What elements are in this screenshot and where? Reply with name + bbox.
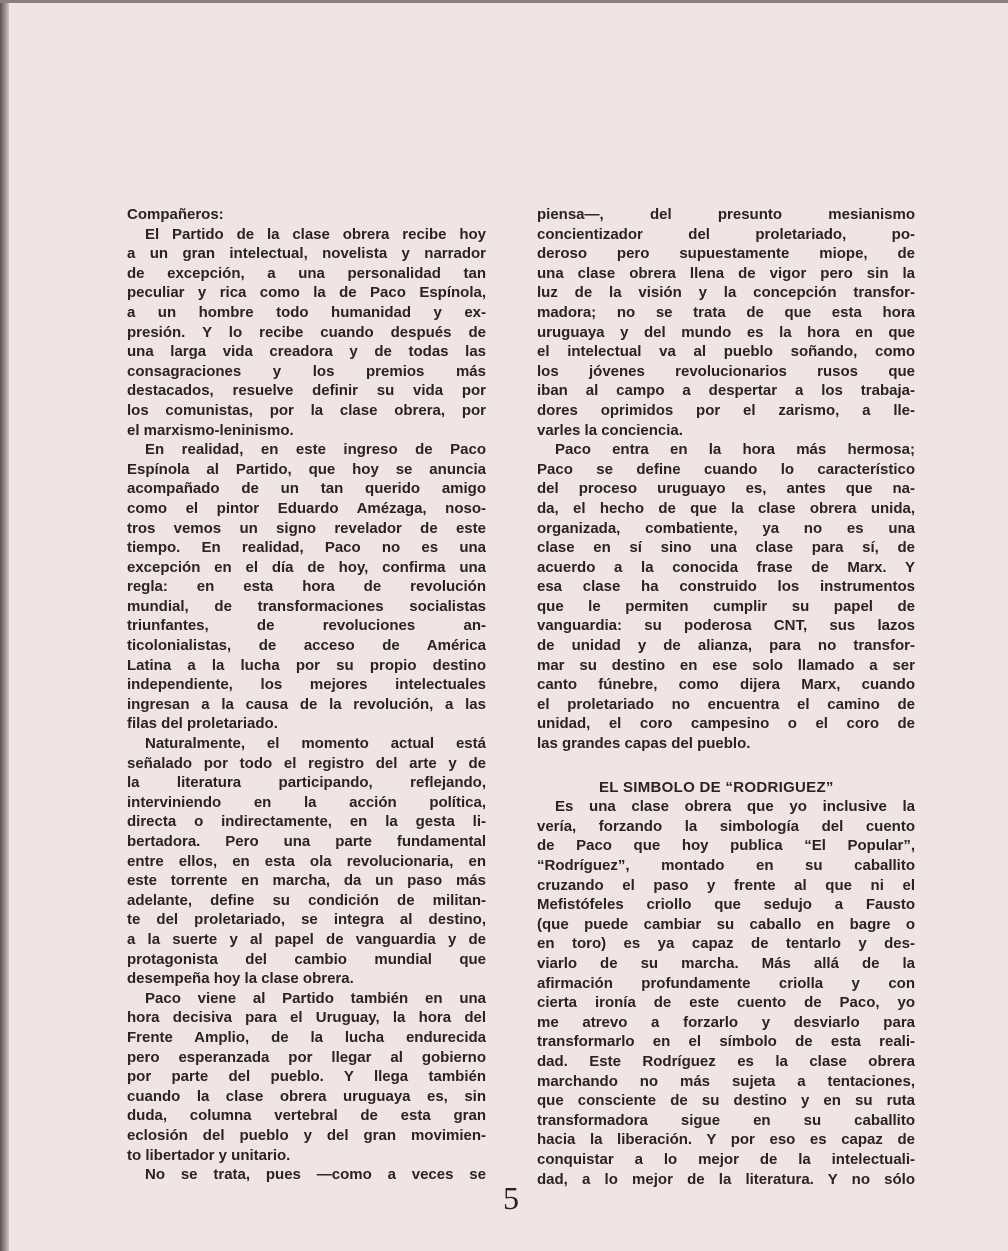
text-line: ticolonialistas, de acceso de América <box>127 637 486 655</box>
text-line: madora; no se trata de que esta hora <box>537 303 915 321</box>
text-line: mundial, de transformaciones socialistas <box>127 597 486 615</box>
page-number: 5 <box>503 1180 519 1216</box>
text-line: el marxismo-leninismo. <box>127 421 294 439</box>
text-line: iban al campo a despertar a los trabaja- <box>537 382 915 400</box>
text-line: dad. Este Rodríguez es la clase obrera <box>537 1052 915 1070</box>
text-line: protagonista del cambio mundial que <box>127 950 486 968</box>
text-line: deroso pero supuestamente miope, de <box>537 245 915 263</box>
text-line: Paco viene al Partido también en una <box>145 989 486 1007</box>
text-line: tiempo. En realidad, Paco no es una <box>127 539 486 557</box>
text-line: interviniendo en la acción política, <box>127 793 486 811</box>
text-line: hora decisiva para el Uruguay, la hora del <box>127 1009 486 1027</box>
text-line: afirmación profundamente criolla y con <box>537 974 915 992</box>
text-line: El Partido de la clase obrera recibe hoy <box>145 225 486 243</box>
text-line: No se trata, pues —como a veces se <box>145 1166 486 1184</box>
text-line: piensa—, del presunto mesianismo <box>537 206 915 223</box>
paragraph <box>537 797 915 1189</box>
text-line: tros vemos un signo revelador de este <box>127 519 486 537</box>
paragraph <box>537 440 915 754</box>
text-line: Naturalmente, el momento actual está <box>145 735 486 753</box>
text-line: una clase obrera llena de vigor pero sin la <box>537 264 915 282</box>
text-line: concientizador del proletariado, po- <box>537 225 915 243</box>
text-line: el proletariado no encuentra el camino de <box>537 695 915 713</box>
text-line: “Rodríguez”, montado en su caballito <box>537 857 915 874</box>
text-line: ingresan a la causa de la revolución, a las <box>127 695 486 713</box>
text-line: independiente, los mejores intelectuales <box>127 676 486 694</box>
text-line: este torrente en marcha, da un paso más <box>127 872 486 890</box>
text-line: mar su destino en ese solo llamado a ser <box>537 656 915 674</box>
text-line: varles la conciencia. <box>537 421 683 439</box>
text-line: Es una clase obrera que yo inclusive la <box>555 798 915 816</box>
text-line: consagraciones y los premios más <box>127 362 486 380</box>
text-line: del proceso uruguayo es, antes que na- <box>537 480 915 498</box>
text-line: de Paco que hoy publica “El Popular”, <box>537 837 915 855</box>
text-line: a un gran intelectual, novelista y narrador <box>127 245 486 263</box>
text-line: destacados, resuelve definir su vida por <box>127 382 486 400</box>
right-column <box>537 205 915 1189</box>
text-line: dad, a lo mejor de la literatura. Y no sólo <box>537 1170 915 1188</box>
text-line: esa clase ha construido los instrumentos <box>537 578 915 596</box>
text-line: los jóvenes revolucionarios rusos que <box>537 362 915 380</box>
text-line: Paco entra en la hora más hermosa; <box>555 441 915 459</box>
text-line: uruguaya y del mundo es la hora en que <box>537 323 915 341</box>
text-line: Paco se define cuando lo característico <box>537 460 915 478</box>
text-line: duda, columna vertebral de esta gran <box>127 1107 486 1125</box>
paragraph <box>127 734 486 989</box>
left-column <box>127 205 486 1185</box>
text-line: Mefistófeles criollo que sedujo a Fausto <box>537 896 915 914</box>
paragraph <box>127 225 486 441</box>
text-line: hacia la liberación. Y por eso es capaz de <box>537 1131 915 1149</box>
text-line: acuerdo a la conocida frase de Marx. Y <box>537 558 915 576</box>
text-line: señalado por todo el registro del arte y de <box>127 754 486 772</box>
text-line: las grandes capas del pueblo. <box>537 735 751 753</box>
text-line: los comunistas, por la clase obrera, por <box>127 401 486 419</box>
text-line: en toro) es ya capaz de tentarlo y des- <box>537 935 915 953</box>
right-column-body <box>537 205 915 754</box>
text-line: triunfantes, de revoluciones an- <box>127 617 486 635</box>
paragraph <box>127 440 486 734</box>
text-line: dores oprimidos por el zarismo, a lle- <box>537 401 915 419</box>
text-line: transformarlo en el símbolo de esta reali- <box>537 1033 915 1051</box>
text-line: acompañado de un tan querido amigo <box>127 480 486 498</box>
text-line: Latina a la lucha por su propio destino <box>127 656 486 674</box>
text-line: directa o indirectamente, en la gesta li- <box>127 813 486 831</box>
text-line: transformadora sigue en su caballito <box>537 1111 915 1129</box>
text-line: to libertador y unitario. <box>127 1146 291 1164</box>
text-line: bertadora. Pero una parte fundamental <box>127 833 486 850</box>
text-line: me atrevo a forzarlo y desviarlo para <box>537 1013 915 1031</box>
text-line: pero esperanzada por llegar al gobierno <box>127 1048 486 1066</box>
text-line: da, el hecho de que la clase obrera unida, <box>537 499 915 517</box>
text-line: adelante, define su condición de militan- <box>127 891 486 909</box>
text-line: una larga vida creadora y de todas las <box>127 343 486 361</box>
text-line: vanguardia: su poderosa CNT, sus lazos <box>537 617 915 635</box>
text-line: por parte del pueblo. Y llega también <box>127 1068 486 1086</box>
text-line: En realidad, en este ingreso de Paco <box>145 441 486 459</box>
text-line: canto fúnebre, como dijera Marx, cuando <box>537 676 915 694</box>
text-line: presión. Y lo recibe cuando después de <box>127 323 486 341</box>
text-line: marchando no más sujeta a tentaciones, <box>537 1072 915 1090</box>
text-line: Espínola al Partido, que hoy se anuncia <box>127 460 486 478</box>
text-line: eclosión del pueblo y del gran movimien- <box>127 1126 486 1144</box>
text-line: organizada, combatiente, ya no es una <box>537 519 915 537</box>
text-line: la literatura participando, reflejando, <box>127 774 486 792</box>
text-line: vería, forzando la simbología del cuento <box>537 817 915 835</box>
text-line: cierta ironía de este cuento de Paco, yo <box>537 994 915 1012</box>
text-line: viarlo de su marcha. Más allá de la <box>537 954 915 972</box>
text-line: de unidad y de alianza, para no transfor- <box>537 637 915 655</box>
text-line: excepción en el día de hoy, confirma una <box>127 558 486 576</box>
page-top-edge <box>0 0 1008 3</box>
text-line: cuando la clase obrera uruguaya es, sin <box>127 1087 486 1105</box>
text-line: el intelectual va al pueblo soñando, como <box>537 343 915 361</box>
text-line: cruzando el paso y frente al que ni el <box>537 876 915 894</box>
text-line: (que puede cambiar su caballo en bagre o <box>537 915 915 933</box>
text-line: clase en sí sino una clase para sí, de <box>537 539 915 557</box>
text-line: desempeña hoy la clase obrera. <box>127 970 354 988</box>
paragraph <box>127 205 486 225</box>
text-line: a la suerte y al papel de vanguardia y de <box>127 930 486 948</box>
text-line: luz de la visión y la concepción transfor- <box>537 284 915 302</box>
text-line: peculiar y rica como la de Paco Espínola, <box>127 284 486 302</box>
text-line: de excepción, a una personalidad tan <box>127 264 486 282</box>
text-line: regla: en esta hora de revolución <box>127 578 486 596</box>
text-line: conquistar a lo mejor de la intelectuali- <box>537 1150 915 1168</box>
text-line: entre ellos, en esta ola revolucionaria, en <box>127 852 486 870</box>
text-line: filas del proletariado. <box>127 715 278 733</box>
text-line: a un hombre todo humanidad y ex- <box>127 303 486 321</box>
paragraph <box>127 1165 486 1185</box>
section-heading: EL SIMBOLO DE “RODRIGUEZ” <box>599 778 834 796</box>
text-line: que consciente de su destino y en su ruta <box>537 1092 915 1110</box>
page-binding-edge <box>0 0 9 1251</box>
text-line: Compañeros: <box>127 206 224 223</box>
text-line: unidad, el coro campesino o el coro de <box>537 715 915 733</box>
text-line: te del proletariado, se integra al destino, <box>127 911 486 929</box>
paragraph <box>127 989 486 1165</box>
text-line: Frente Amplio, de la lucha endurecida <box>127 1028 486 1046</box>
paragraph <box>537 205 915 440</box>
text-line: que le permiten cumplir su papel de <box>537 597 915 615</box>
right-column-section-body <box>537 797 915 1189</box>
text-line: como el pintor Eduardo Amézaga, noso- <box>127 499 486 517</box>
